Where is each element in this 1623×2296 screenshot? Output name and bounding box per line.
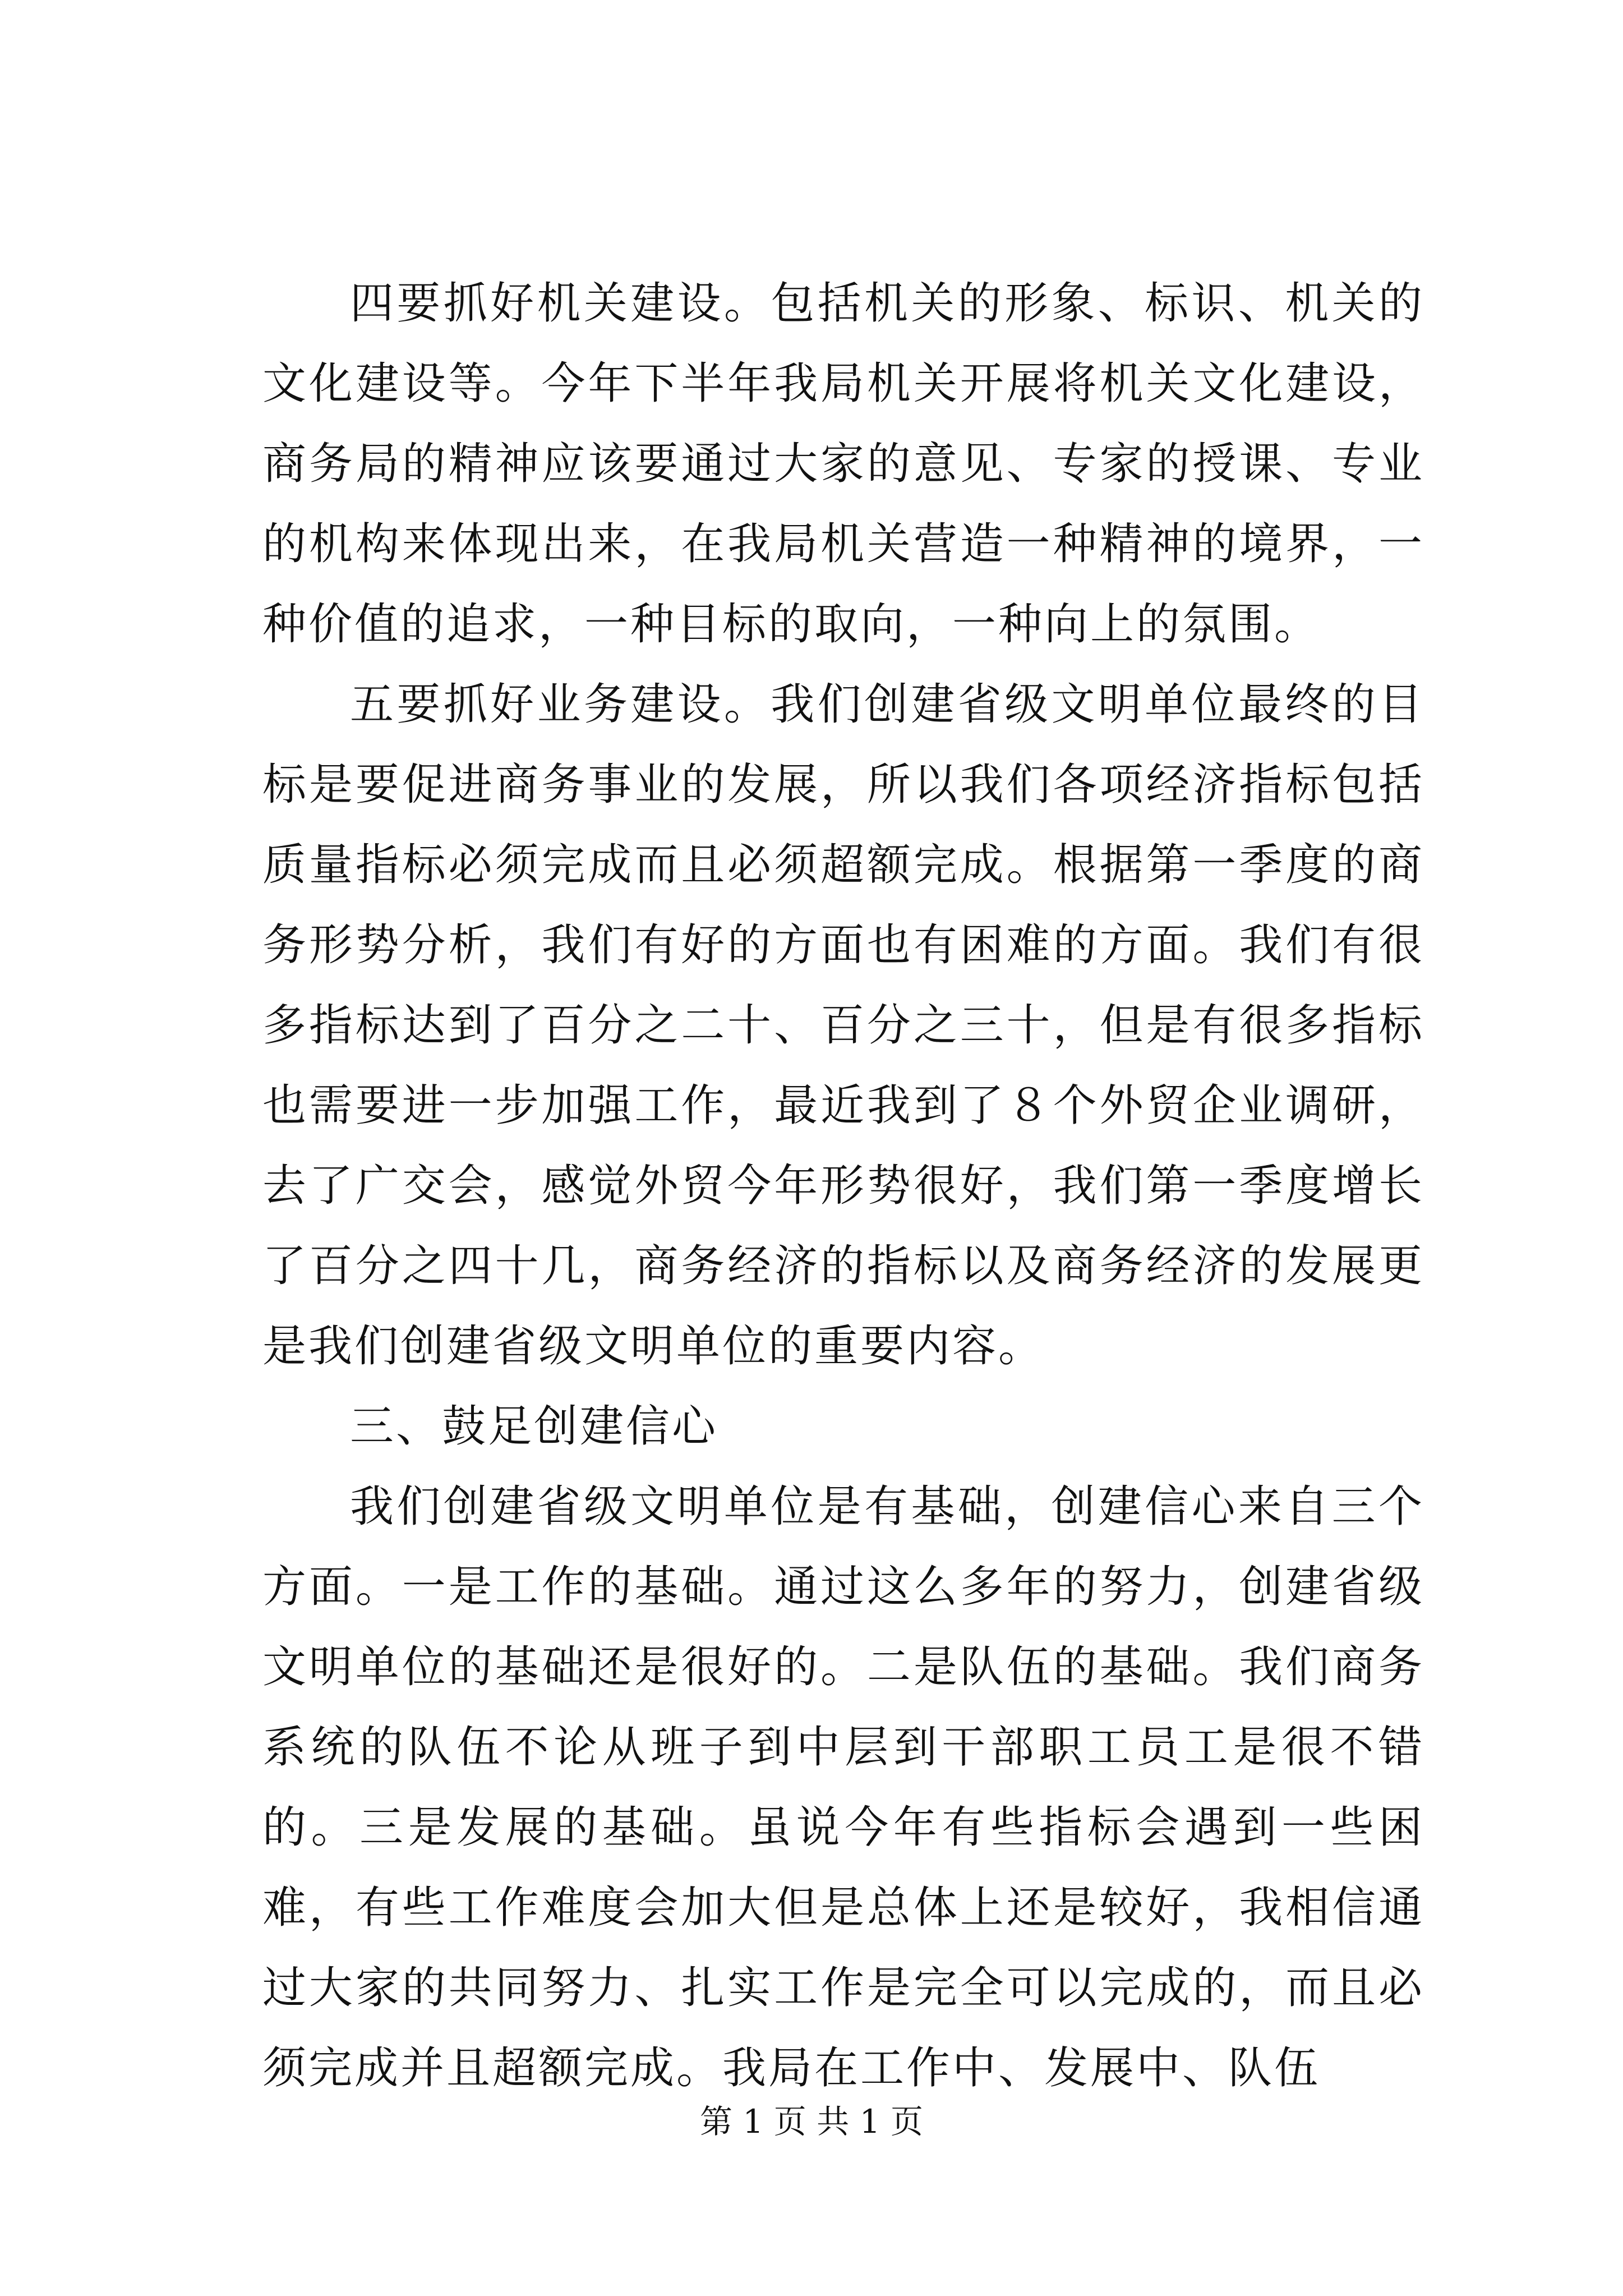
- section-heading-confidence: 三、鼓足创建信心: [350, 1401, 718, 1452]
- paragraph-confidence-foundation: 我们创建省级文明单位是有基础，创建信心来自三个方面。一是工作的基础。通过这么多年的努力，创建省级文明单位的基础还是很好的。二是队伍的基础。我们商务系统的队伍不论从班子到中层到干部职工员工是很不错的。三是发展的基础。虽说今年有些指标会遇到一些困难，有些工作难度会加大但是总体上还是较好，我相信通过大家的共同努力、扎实工作是完全可以完成的，而且必须完成并且超额完成。我局在工作中、发展中、队伍: [262, 1481, 1424, 2093]
- document-body: [262, 264, 1424, 2109]
- paragraph-business-building: 五要抓好业务建设。我们创建省级文明单位最终的目标是要促进商务事业的发展，所以我们各项经济指标包括质量指标必须完成而且必须超额完成。根据第一季度的商务形势分析，我们有好的方面也有困难的方面。我们有很多指标达到了百分之二十、百分之三十，但是有很多指标也需要进一步加强工作，最近我到了８个外贸企业调研，去了广交会，感觉外贸今年形势很好，我们第一季度增长了百分之四十几，商务经济的指标以及商务经济的发展更是我们创建省级文明单位的重要内容。: [262, 679, 1424, 1372]
- paragraph-office-building: 四要抓好机关建设。包括机关的形象、标识、机关的文化建设等。今年下半年我局机关开展将机关文化建设，商务局的精神应该要通过大家的意见、专家的授课、专业的机构来体现出来，在我局机关营造一种精神的境界，一种价值的追求，一种目标的取向，一种向上的氛围。: [262, 278, 1424, 650]
- page-footer: 第 1 页 共 1 页: [700, 2102, 923, 2141]
